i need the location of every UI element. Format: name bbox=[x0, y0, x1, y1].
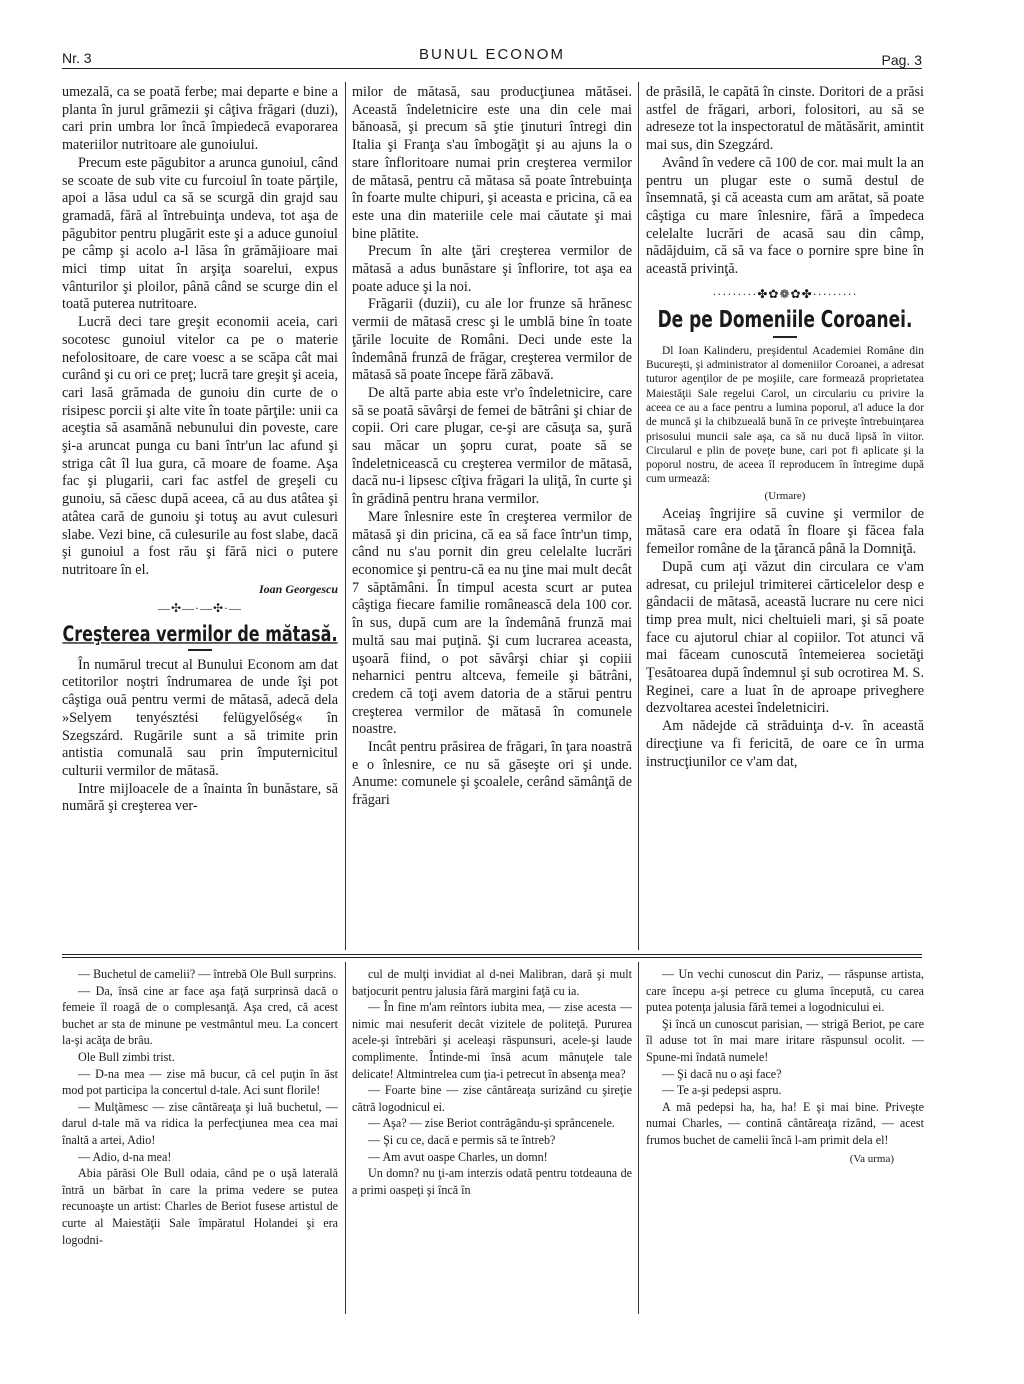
col3-paragraph-6: Am nădejde că străduinţa d-v. în această direcţiune va fi fericită, de oare ce în urma instrucţiunilor ce v'am dat, bbox=[646, 718, 924, 770]
column-1 bbox=[62, 84, 338, 944]
feuilleton-paragraph: — Te a-şi pedepsi aspru. bbox=[662, 1083, 782, 1098]
section-title-silkworms: Creşterea vermilor de mătasă. bbox=[62, 620, 338, 647]
col3-paragraph-4: Aceiaş îngrijire să cuvine şi vermilor de mătasă care era odată în floare şi făcea fala femeilor române de la ţărancă până la Domniţă. bbox=[646, 505, 924, 558]
col2-paragraph-6: Incât pentru prăsirea de frăgari, în ţara noastră e o înlesnire, ce nu să găseşte ori şi unde. Anume: comunele şi şcoalele, cerând sămânţă de frăgari bbox=[352, 739, 632, 809]
feuilleton-rule-1 bbox=[345, 962, 346, 1314]
feuilleton-paragraph: — Aşa? — zise Beriot contrăgându-şi sprâncenele. bbox=[368, 1116, 615, 1131]
feuilleton-paragraph: cul de mulţi invidiat al d-nei Malibran, dară şi mult batjocurit pentru jalusia fără margini faţă cu ia. bbox=[352, 967, 632, 998]
continued-label: (Urmare) bbox=[764, 489, 806, 502]
feuilleton-rule-top bbox=[62, 954, 922, 955]
feuilleton-rule-2 bbox=[638, 962, 639, 1314]
issue-number: Nr. 3 bbox=[62, 50, 92, 66]
feuilleton-paragraph: Abia părăsi Ole Bull odaia, când pe o uşă laterală întră un bărbat în care la prima vedere se putea recunoaşte un artist: Charles de Beriot fusese artistul de curte al Maiestăţii Sale împăratul Holandei şi era logodni- bbox=[62, 1166, 338, 1247]
feuilleton-paragraph: A mă pedepsi ha, ha, ha! E şi mai bine. Priveşte numai Charles, — contină cântăreaţa rizând, — acest frumos buchet de camelii încă l-am primit dela el! bbox=[646, 1099, 924, 1147]
author-signature: Ioan Georgescu bbox=[258, 581, 338, 596]
title-dash bbox=[773, 336, 797, 338]
col1-paragraph-4: În numărul trecut al Bunului Econom am dat cetitorilor noştri îndrumarea de unde îşi pot câştiga ouă pentru vermi de mătasă, adecă dela »Selyem tenyésztési felügyelőség« în Szegszárd. Rugările sunt a să trimite prin antistia comunală sau prin împuternicitul culturii vermilor de mătasă. bbox=[62, 656, 338, 779]
col2-paragraph-2: Precum în alte ţări creşterea vermilor de mătasă a adus bunăstare şi înflorire, tot aşa ea poate aduce şi la noi. bbox=[352, 243, 632, 295]
feuilleton-paragraph: — Şi dacă nu o aşi face? bbox=[662, 1066, 782, 1081]
page-header bbox=[62, 42, 922, 66]
feuilleton-rule-bottom bbox=[62, 957, 922, 958]
feuilleton-column-1 bbox=[62, 966, 338, 1316]
feuilleton-paragraph: — În fine m'am reîntors iubita mea, — zise acesta — nimic mai nesuferit decât vizitele de politeţă. Pururea acele-şi întrebări şi aceleaşi răspunsuri, acele-şi laude complimente. Întinde-mi însă acum mânuţele tale delicate! Altmintrelea cum ţia-i petrecut în absenţa mea? bbox=[352, 1000, 632, 1081]
feuilleton-column-3 bbox=[646, 966, 924, 1316]
col2-paragraph-3: Frăgarii (duzii), cu ale lor frunze să hrănesc vermii de mătasă cresc şi le umblă bine în toate ţările locuite de Români. Deci unde este la îndemână frunză de frăgar, creşterea vermilor de mătasă să poate începe fără zăbavă. bbox=[352, 296, 632, 384]
to-be-continued: (Va urma) bbox=[849, 1152, 894, 1165]
col2-paragraph-4: De altă parte abia este vr'o îndeletnicire, care să se poată săvârşi de femei de bătrâni şi chiar de copii. Ori care plugar, ce-şi are căsuţa sa, şură sau măcar un şopru curat, poate să se îndeletnicească cu creşterea vermilor de mătasă, dacă nu-i lipsesc cîţiva frăgari la uliţă, în curte şi în grădină pentru hrana vermilor. bbox=[352, 384, 632, 508]
feuilleton-paragraph: — Foarte bine — zise cântăreaţa surizând cu şireţie cătră logodnicul ei. bbox=[352, 1083, 632, 1114]
col3-paragraph-3: Dl Ioan Kalinderu, preşidentul Academiei Române din Bucureşti, şi administrator al domeniilor Coroanei, a adresat tuturor agenţilor de pe moşiile, care formează proprietatea Maiestăţii Sale regelui Carol, un circulariu cu privire la aceea ce au a face pentru a lumina poporul, a'l aduce la dor de muncă şi la chibzueală bună în ce priveşte întrebuinţarea prisosului muncii sale aşa, ca să nu ducă lipsă în viitor. Circularul e plin de poveţe bune, cari pot fi aplicate şi la poporul nostru, de aceea îl reproducem în întregime după cum urmează: bbox=[646, 344, 924, 486]
feuilleton-paragraph: — Şi cu ce, dacă e permis să te întreb? bbox=[368, 1132, 556, 1147]
col3-paragraph-2: Având în vedere că 100 de cor. mai mult la an pentru un plugar este o sumă destul de însemnată, şi că aceasta cum am arătat, să poate câştiga cu mare înlesnire, fără a împedeca celelalte lucrări de acasă sau din câmp, nădăjduim, că să va face o pornire spre bine în această privinţă. bbox=[646, 154, 924, 278]
col1-paragraph-5: Intre mijloacele de a înainta în bunăstare, să numără şi creşterea ver- bbox=[62, 780, 338, 815]
column-rule-2 bbox=[638, 82, 639, 950]
col1-paragraph-3: Lucră deci tare greşit economii aceia, cari socotesc gunoiul vitelor ca pe o materie nefolositoare, de care voesc a se scăpa cât mai curând şi cu ori ce preţ; lucră tare greşit şi aceia, cari lasă grămada de gunoiu din curte de o risipesc porcii şi alte vite în toate părţile: unii ca aceştia să asamănă nebunului din poveste, care şi-a aruncat punga cu bani într'un lac afund şi striga cât îl lua gura, că moare de foame. Aşa fac şi plugarii, cari fac astfel de greşeli cu gunoiu, să căesc după aceea, că au dus atâtea şi atâtea cară de gunoiu şi totuş au avut culesuri slabe. Vezi bine, că culesurile au fost slabe, dacă şi gunoiul a fost rău şi fără nici o putere nutritoare în el. bbox=[62, 314, 338, 578]
feuilleton-paragraph: — Mulţămesc — zise cântăreaţa şi luă buchetul, — darul d-tale mă va ridica la perfecţiunea mea cea mai înaltă a artei, Adio! bbox=[62, 1099, 338, 1147]
col2-paragraph-1: milor de mătasă, sau producţiunea mătăsei. Această îndeletnicire este una din cele mai bănoasă, şi precum să ştie ţinuturi întregi din Italia şi Franţa s'au îmbogăţit şi au ajuns la o stare înfloritoare numai prin creşterea vermilor de mătasă, pentru că mătasa să poate întrebuinţa în foarte multe chipuri, şi aceasta e pricina, că ea este una din materiile cele mai căutate şi mai bine plătite. bbox=[352, 84, 632, 242]
column-2 bbox=[352, 84, 632, 944]
col1-paragraph-2: Precum este păgubitor a arunca gunoiul, când se scoate de sub vite cu furcoiul în toate părţile, apoi a lăsa udul ca să se scurgă din grajd sau gramadă, fără al întrebuinţa undeva, tot aşa de păgubitor pentru plugărit este şi a aduce gunoiul pe câmp şi acolo a-l lăsa în grămăjioare mai mici timp uitat în arşiţa soarelui, expus vânturilor şi ploilor, până când se scurge din el toată puterea nutritoare. bbox=[62, 154, 338, 313]
feuilleton-paragraph: Şi încă un cunoscut parisian, — strigă Beriot, pe care îl aduse tot în mai mare iritare răspunsul ocolit. — Spune-mi îndată numele! bbox=[646, 1016, 924, 1064]
feuilleton-paragraph: — D-na mea — zise mă bucur, că cel puţin în ăst mod pot participa la concertul d-tale. Aci sunt florile! bbox=[62, 1066, 338, 1098]
col2-paragraph-5: Mare înlesnire este în creşterea vermilor de mătasă şi din pricina, că ea să face într'un timp, când nu s'au pornit din greu celelalte lucrări economice şi pentru-că ea nu ţine mai mult decât 7 săptămâni. În timpul acesta scurt ar putea câştiga fiecare familie românească dela 100 cor. în sus, după cum are la îndemână frunză mai multă sau mai puţină. Şi cum lucrarea aceasta, uşoară fiind, o pot săvârşi chiar şi copiii neharnici pentru altceva, femeile şi bătrâni, credem că toţi avem datoria de a stărui pentru creşterea vermilor de mătasă în comunele noastre. bbox=[352, 508, 632, 738]
column-rule-1 bbox=[345, 82, 346, 950]
feuilleton-paragraph: — Adio, d-na mea! bbox=[78, 1149, 172, 1164]
decorative-ornament: ·········✤✿❁✿✤········· bbox=[712, 286, 858, 301]
divider-ornament: —✣—·—✣·— bbox=[157, 600, 243, 615]
col3-paragraph-5: După cum aţi văzut din circulara ce v'am adresat, cu prilejul trimiterei cărticelelor desp e gândacii de mătasă, această lucrare nu cere nici timp prea mult, nici cheltuieli mari, şi să poate face cu ajutorul chiar al copiilor. Tot atunci vă mai făceam cunoscută întemeierea societăţi Ţesătoarea după îndemnul şi sub ocrotirea M. S. Reginei, care a luat în de aproape priveghere dezvoltarea acestei îndeletniciri. bbox=[646, 558, 924, 717]
newspaper-title: BUNUL ECONOM bbox=[419, 46, 565, 63]
page-number: Pag. 3 bbox=[881, 52, 922, 68]
header-rule bbox=[62, 68, 922, 69]
title-dash bbox=[188, 649, 212, 651]
feuilleton-column-2 bbox=[352, 966, 632, 1316]
section-title-crown-domains: De pe Domeniile Coroanei. bbox=[657, 306, 913, 334]
feuilleton-paragraph: Ole Bull zimbi trist. bbox=[78, 1049, 175, 1064]
feuilleton-paragraph: — Da, însă cine ar face aşa faţă surprinsă dacă o femeie îl roagă de o complesanţă. Aşa cred, că acest buchet ar sta de minune pe vestmântul meu. La concert la-şi acăţa de brâu. bbox=[62, 983, 338, 1048]
feuilleton-paragraph: — Buchetul de camelii? — întrebă Ole Bull surprins. bbox=[78, 967, 337, 981]
column-3 bbox=[646, 84, 924, 944]
feuilleton-paragraph: — Am avut oaspe Charles, un domn! bbox=[368, 1149, 548, 1164]
feuilleton-paragraph: — Un vechi cunoscut din Pariz, — răspunse artista, care începu a-şi petrece cu gluma începută, cu carea putea potenţa jalusia fără temei a logodnicului ei. bbox=[646, 967, 924, 1015]
col1-paragraph-1: umezală, ca se poată ferbe; mai departe e bine a planta în jurul grămezii şi câţiva frăgari (duzi), cari prin umbra lor încă împiedecă evaporarea materiilor nutritoare ale gunoiului. bbox=[62, 84, 338, 154]
feuilleton-paragraph: Un domn? nu ţi-am interzis odată pentru totdeauna de a primi oaspeţi şi încă în bbox=[352, 1166, 632, 1197]
col3-paragraph-1: de prăsilă, le capătă în cinste. Doritori de a prăsi astfel de frăgari, arbori, folositori, au să se adreseze tot la inspectoratul de mătăsărit, amintit mai sus, din Szegzárd. bbox=[646, 84, 924, 154]
